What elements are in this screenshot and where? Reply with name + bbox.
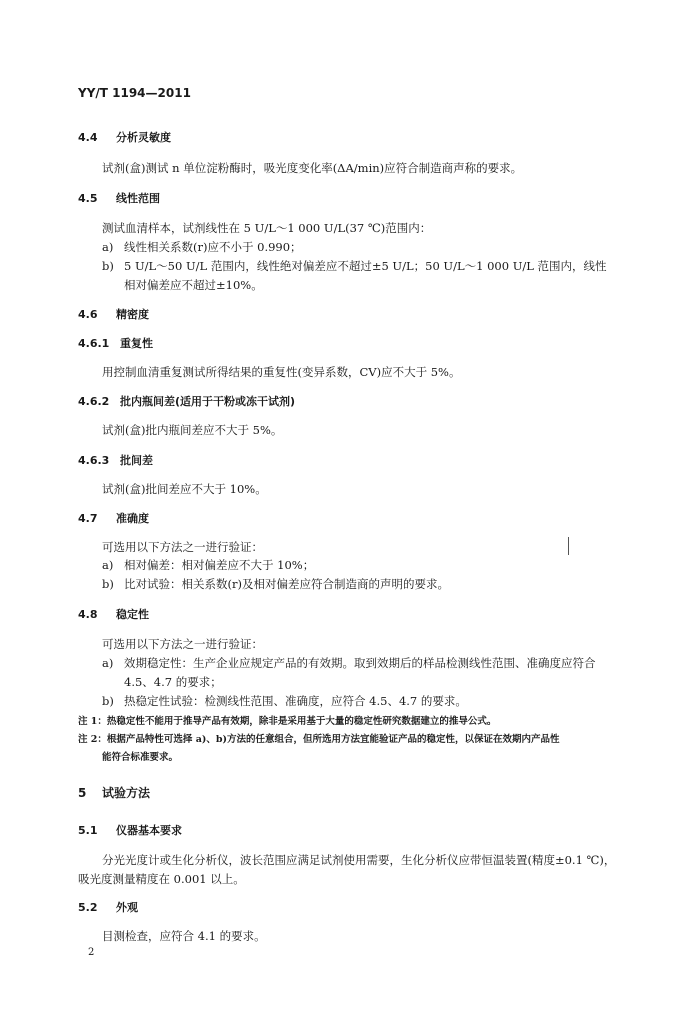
- section-5-1-text: 分光光度计或生化分析仪，波长范围应满足试剂使用需要，生化分析仪应带恒温装置(精度±0.1 ℃)，: [102, 853, 616, 867]
- section-5-2-heading: [78, 899, 138, 915]
- list-text: 线性相关系数(r)应不小于 0.990；: [124, 240, 302, 254]
- list-label: a): [102, 240, 114, 254]
- section-4-8-heading: [78, 606, 149, 622]
- section-5-2-text: 目测检查，应符合 4.1 的要求。: [102, 929, 266, 943]
- section-title: 重复性: [120, 337, 153, 350]
- section-title: 外观: [116, 901, 138, 914]
- list-text: 5 U/L～50 U/L 范围内，线性绝对偏差应不超过±5 U/L；50 U/L～1 000 U/L 范围内，线性: [124, 259, 607, 273]
- section-4-6-1-heading: [78, 335, 153, 351]
- section-number: 4.6.3: [78, 454, 110, 467]
- section-number: 4.6.1: [78, 337, 110, 350]
- section-number: 5: [78, 786, 87, 800]
- list-item-a: [102, 655, 596, 671]
- section-title: 批间差: [120, 454, 153, 467]
- section-title: 仪器基本要求: [116, 824, 182, 837]
- list-item-a-continuation: 4.5、4.7 的要求；: [124, 675, 222, 689]
- note-2-continuation: 能符合标准要求。: [102, 752, 179, 763]
- list-label: b): [102, 577, 114, 591]
- standard-code: YY/T 1194—2011: [78, 86, 191, 100]
- list-item-b-continuation: 相对偏差应不超过±10%。: [124, 278, 263, 292]
- list-text: 效期稳定性：生产企业应规定产品的有效期。取到效期后的样品检测线性范围、准确度应符合: [124, 656, 596, 670]
- list-item-b: [102, 693, 467, 709]
- section-number: 4.6: [78, 308, 98, 321]
- section-4-7-heading: [78, 510, 149, 526]
- section-4-7-intro: 可选用以下方法之一进行验证：: [102, 540, 263, 554]
- section-4-6-1-text: 用控制血清重复测试所得结果的重复性(变异系数，CV)应不大于 5%。: [102, 365, 461, 379]
- section-4-6-3-text: 试剂(盒)批间差应不大于 10%。: [102, 482, 267, 496]
- list-item-a: [102, 557, 314, 573]
- list-text: 热稳定性试验：检测线性范围、准确度，应符合 4.5、4.7 的要求。: [124, 694, 467, 708]
- section-number: 4.5: [78, 192, 98, 205]
- list-label: a): [102, 656, 114, 670]
- section-4-5-heading: [78, 190, 160, 206]
- page-number: 2: [88, 947, 95, 958]
- note-2: 注 2：根据产品特性可选择 a)、b)方法的任意组合，但所选用方法宜能验证产品的稳定性，以保证在效期内产品性: [78, 734, 560, 745]
- section-number: 4.7: [78, 512, 98, 525]
- section-title: 批内瓶间差(适用于干粉或冻干试剂): [120, 395, 296, 408]
- section-5-1-continuation: 吸光度测量精度在 0.001 以上。: [78, 872, 245, 886]
- list-label: a): [102, 558, 114, 572]
- section-title: 准确度: [116, 512, 149, 525]
- section-4-6-heading: [78, 306, 149, 322]
- section-4-4-heading: [78, 129, 171, 145]
- section-title: 线性范围: [116, 192, 160, 205]
- section-5-heading: [78, 784, 150, 801]
- list-label: b): [102, 259, 114, 273]
- section-number: 5.1: [78, 824, 98, 837]
- section-4-4-text: 试剂(盒)测试 n 单位淀粉酶时，吸光度变化率(ΔA/min)应符合制造商声称的要求。: [102, 161, 523, 175]
- list-item-b: [102, 576, 449, 592]
- section-4-5-intro: 测试血清样本，试剂线性在 5 U/L～1 000 U/L(37 ℃)范围内：: [102, 221, 432, 235]
- section-5-1-heading: [78, 822, 182, 838]
- note-1: 注 1：热稳定性不能用于推导产品有效期，除非是采用基于大量的稳定性研究数据建立的推导公式。: [78, 716, 497, 727]
- section-number: 4.6.2: [78, 395, 110, 408]
- section-title: 分析灵敏度: [116, 131, 171, 144]
- section-number: 5.2: [78, 901, 98, 914]
- section-title: 精密度: [116, 308, 149, 321]
- section-title: 稳定性: [116, 608, 149, 621]
- margin-mark: [568, 537, 569, 555]
- list-text: 比对试验：相关系数(r)及相对偏差应符合制造商的声明的要求。: [124, 577, 449, 591]
- list-text: 相对偏差：相对偏差应不大于 10%；: [124, 558, 315, 572]
- section-4-6-2-heading: [78, 393, 295, 409]
- list-label: b): [102, 694, 114, 708]
- list-item-a: [102, 239, 302, 255]
- section-title: 试验方法: [102, 786, 151, 800]
- list-item-b: [102, 258, 607, 274]
- section-4-6-3-heading: [78, 452, 153, 468]
- section-number: 4.4: [78, 131, 98, 144]
- section-4-6-2-text: 试剂(盒)批内瓶间差应不大于 5%。: [102, 423, 283, 437]
- section-number: 4.8: [78, 608, 98, 621]
- section-4-8-intro: 可选用以下方法之一进行验证：: [102, 637, 263, 651]
